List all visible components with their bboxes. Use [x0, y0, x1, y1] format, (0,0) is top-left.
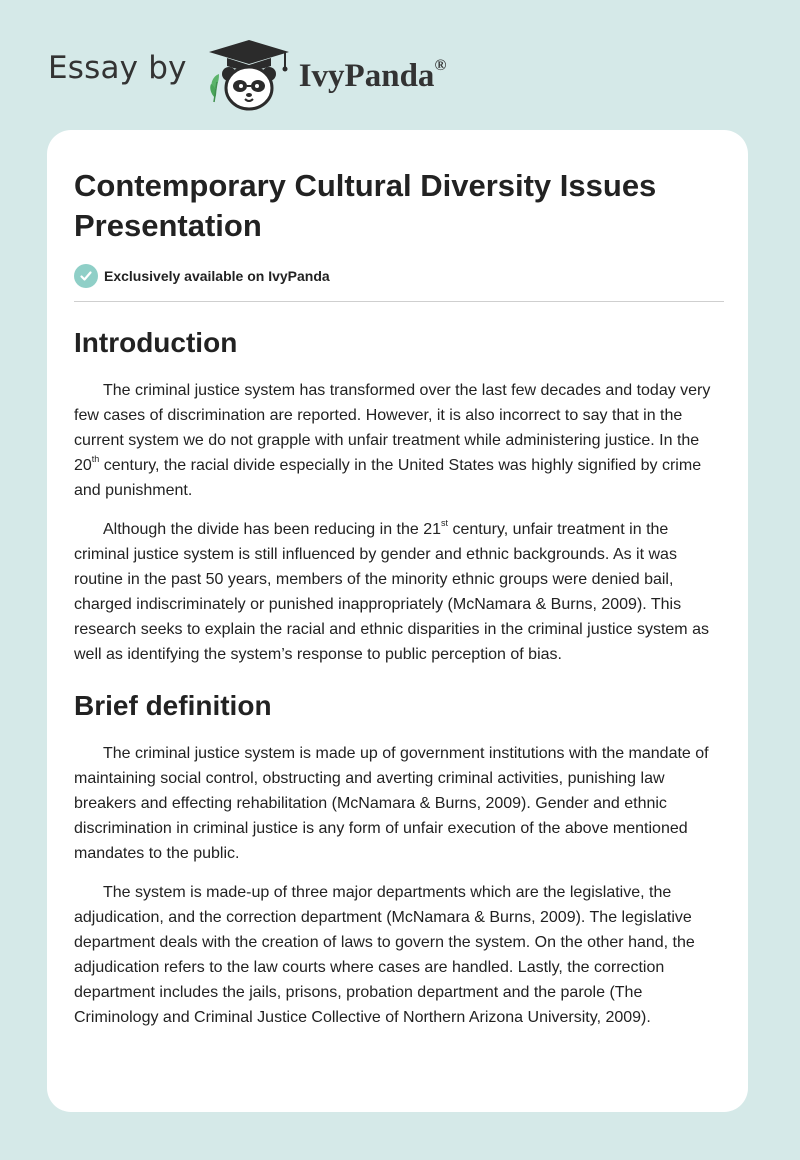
panda-graduation-cap-logo: [205, 36, 293, 112]
paragraph: Although the divide has been reducing in the 21st century, unfair treatment in the criminal justice system is still influenced by gender and ethnic backgrounds. As it was routine in the past 50 years, members of the minority ethnic groups were denied bail, charged indiscriminately or punished inappropriately (McNamara & Burns, 2009). This research seeks to explain the racial and ethnic disparities in the criminal justice system as well as identifying the system’s response to public perception of bias.: [74, 517, 709, 663]
exclusive-text: Exclusively available on IvyPanda: [104, 268, 330, 284]
paragraph: The criminal justice system has transformed over the last few decades and today very few cases of discrimination are reported. However, it is also incorrect to say that in the current system we do not grapple with unfair treatment while administering justice. In the 20th century, the racial divide especially in the United States was highly signified by crime and punishment.: [74, 382, 711, 499]
check-circle-icon: [74, 264, 98, 288]
section-heading: Introduction: [74, 327, 238, 358]
brand-name: IvyPanda®: [298, 56, 447, 94]
title-divider: [74, 301, 724, 302]
article-card: [47, 130, 748, 1112]
site-brand[interactable]: [48, 36, 446, 112]
section-brief-definition: [74, 689, 724, 1030]
exclusive-badge: [74, 264, 724, 288]
section-introduction: [74, 326, 724, 667]
article-title: Contemporary Cultural Diversity Issues Presentation: [74, 168, 657, 243]
article-content: [74, 130, 724, 1030]
paragraph: The criminal justice system is made up of government institutions with the mandate of maintaining social control, obstructing and averting criminal activities, punishing law breakers and effecting rehabilitation (McNamara & Burns, 2009). Gender and ethnic discrimination in criminal justice is any form of unfair execution of the above mentioned mandates to the public.: [74, 745, 709, 862]
registered-mark: ®: [434, 56, 447, 74]
brand-prefix: Essay by: [48, 50, 187, 86]
paragraph: The system is made-up of three major departments which are the legislative, the adjudication, and the correction department (McNamara & Burns, 2009). The legislative department deals with the creation of laws to govern the system. On the other hand, the adjudication refers to the law courts where cases are handled. Lastly, the correction department includes the jails, prisons, probation department and the parole (The Criminology and Criminal Justice Collective of Northern Arizona University, 2009).: [74, 884, 695, 1026]
section-heading: Brief definition: [74, 690, 272, 721]
